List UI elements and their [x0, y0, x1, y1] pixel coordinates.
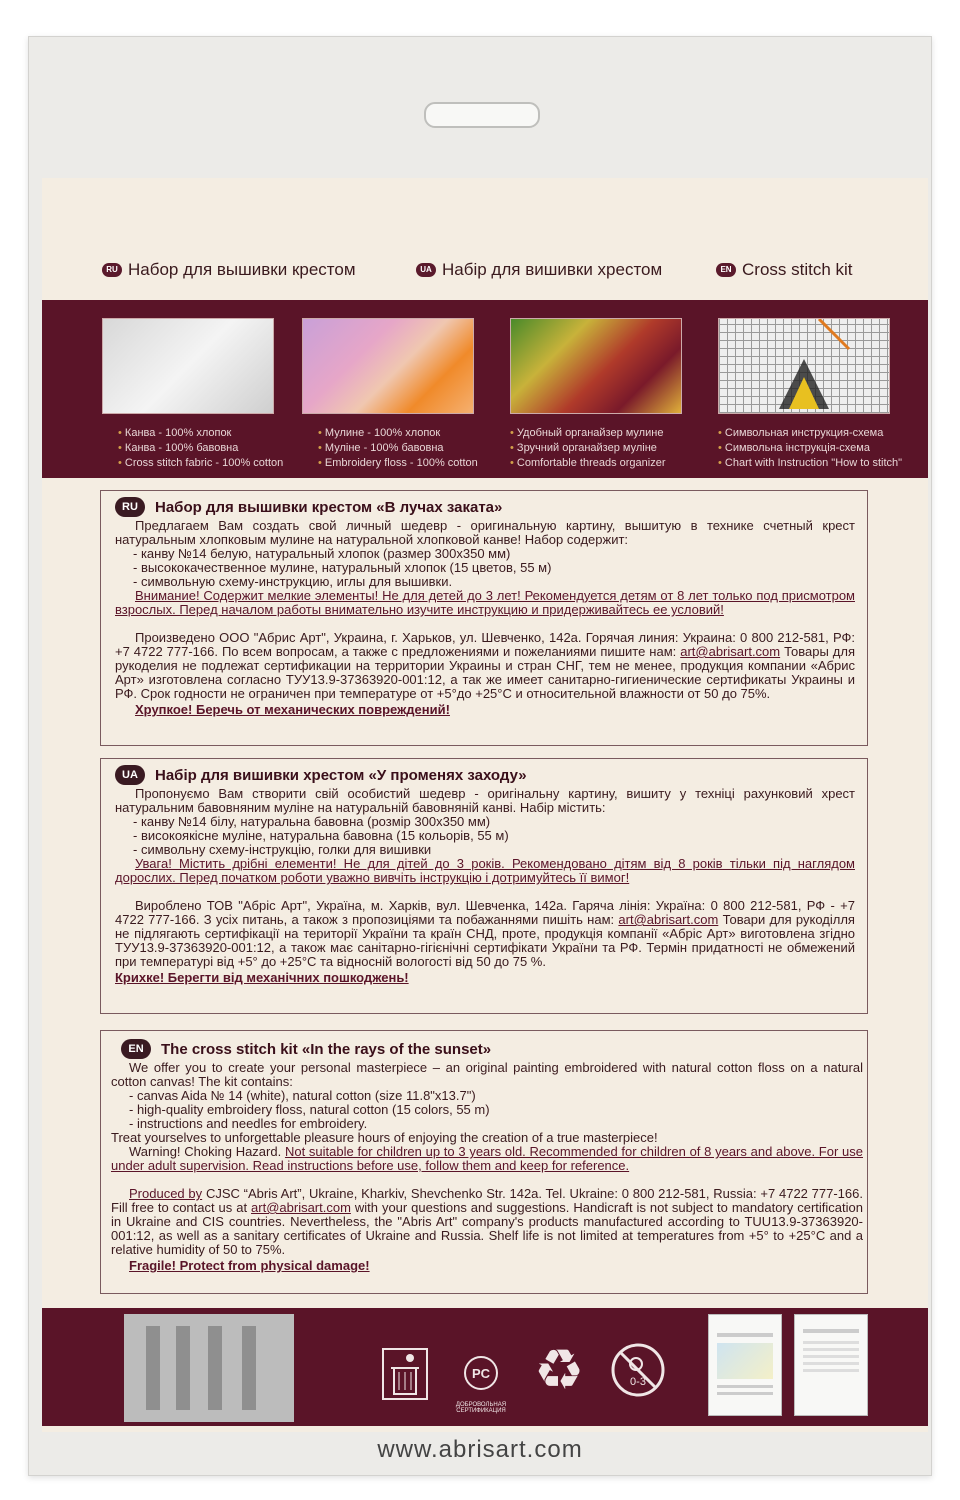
- section-en-producer: Produced by CJSC “Abris Art”, Ukraine, Kharkiv, Shevchenko Str. 142a. Tel. Ukraine: 0 800 212-581, Russia: +7 4722 777-166. Fill free to contact us at art@abrisart.com with your questions and suggestions. Handicraft is not subject to mandatory certification in Ukraine and CIS countries. Nevertheless, the "Abris Art" company's products manufactured according to TUU13.9-37363920-001:12, as well as a sanitary certificates of Ukraine and Russia. Shelf life is not limited at temperatures from +5° to +25°C and a relative humidity of 50 to 75%.: [111, 1186, 863, 1257]
- organizer-photo: [510, 318, 682, 414]
- ru-section-badge: RU: [115, 497, 145, 517]
- section-en-extra: Treat yourselves to unforgettable pleasure hours of enjoying the creation of a true masterpiece!: [111, 1130, 658, 1145]
- section-ru-producer: Произведено ООО "Абрис Арт", Украина, г. Харьков, ул. Шевченко, 142а. Горячая линия: Украина: 0 800 212-581, РФ: +7 4722 777-166. По всем вопросам, а также с предложениями и пожеланиями пишите нам: art@abrisart.com Товары для рукоделия не подлежат сертификации на территории Украины и стран СНГ, тем не менее, продукция компании «Абрис Арт» изготовлена согласно ТУУ13.9-37363920-001:12, а так же имеет санитарно-гигиенические сертификаты Украины и РФ. Срок годности не ограничен при температуре от +5°до +25°С и относительной влажности от 50 до 75%.: [115, 630, 855, 701]
- floss-photo: [302, 318, 474, 414]
- svg-text:PC: PC: [471, 1366, 491, 1381]
- section-en-fragile: Fragile! Protect from physical damage!: [129, 1258, 370, 1273]
- section-ru-warning: Внимание! Содержит мелкие элементы! Не для детей до 3 лет! Рекомендуется детям от 8 лет только под присмотром взрослых. Перед началом работы внимательно изучите инструкцию и придерживайтесь ее условий!: [115, 588, 855, 617]
- caption-canvas: • Канва - 100% хлопок • Канва - 100% бавовна • Cross stitch fabric - 100% cotton: [118, 426, 283, 471]
- header-en-title: Cross stitch kit: [742, 260, 853, 279]
- en-badge: EN: [716, 263, 736, 277]
- trash-bin-icon: [382, 1348, 428, 1400]
- caption-organizer: • Удобный органайзер мулине • Зручний органайзер муліне • Comfortable threads organizer: [510, 426, 666, 471]
- section-en: [100, 1030, 868, 1294]
- section-ru: [100, 490, 868, 746]
- section-ua-intro: Пропонуємо Вам створити свій особистий шедевр - оригінальну картину, вишиту у техніці рахунковий хрест натуральним бавовняним муліне на натуральній бавовняній канві. Набір містить:: [115, 786, 855, 815]
- section-ua-title-row: [115, 765, 855, 785]
- section-ua-item: - символьну схему-інструкцію, голки для вишивки: [133, 842, 432, 857]
- section-ua-producer: Вироблено ТОВ "Абріс Арт", Україна, м. Харків, вул. Шевченка, 142а. Гаряча лінія: Україна: 0 800 212-581, РФ - +7 4722 777-166. З усіх питань, а також з пропозиціями та побажаннями пишіть нам: art@abrisart.com Товари для рукоділля не підлягають сертифікації на території України та країн СНД, проте, продукція компанії «Абріс Арт» виготовлена згідно ТУУ13.9-37363920-001:12, а також має санітарно-гігієнічні сертифікати України та РФ. Термін придатності не обмежений при температурі від +5° до +25°С та відносній вологості від 50 до 75 %.: [115, 898, 855, 969]
- certificate-document: [708, 1314, 782, 1416]
- section-ua-fragile: Крихке! Берегти від механічних пошкоджень!: [115, 970, 409, 985]
- header-en: [716, 260, 853, 280]
- chart-photo: [718, 318, 890, 414]
- section-en-intro: We offer you to create your personal masterpiece – an original painting embroidered with natural cotton floss on a natural cotton canvas! The kit contains:: [111, 1060, 863, 1089]
- header-ru-title: Набор для вышивки крестом: [128, 260, 356, 279]
- section-ua-title: Набір для вишивки хрестом «У променях заходу»: [155, 766, 527, 784]
- age-warning-icon: [610, 1342, 666, 1398]
- section-ua-item: - високоякісне муліне, натуральна бавовна (15 кольорів, 55 м): [133, 828, 509, 843]
- recycle-icon: ♻: [534, 1338, 585, 1401]
- section-ru-title: Набор для вышивки крестом «В лучах заката»: [155, 498, 503, 516]
- en-section-badge: EN: [121, 1039, 151, 1059]
- ru-badge: RU: [102, 263, 122, 277]
- section-ru-fragile: Хрупкое! Беречь от механических повреждений!: [135, 702, 450, 717]
- certificate-document: [794, 1314, 868, 1416]
- header-ru: [102, 260, 356, 280]
- section-en-item: - canvas Aida № 14 (white), natural cotton (size 11.8"x13.7"): [129, 1088, 476, 1103]
- section-en-item: - instructions and needles for embroidery.: [129, 1116, 368, 1131]
- section-ua-item: - канву №14 білу, натуральна бавовна (розмір 300х350 мм): [133, 814, 491, 829]
- caption-chart: • Символьная инструкция-схема • Символьна інструкція-схема • Chart with Instruction "How to stitch": [718, 426, 902, 471]
- age-label: 0-3: [630, 1376, 646, 1388]
- section-ru-item: - символьную схему-инструкцию, иглы для вышивки.: [133, 574, 453, 589]
- section-ua-warning: Увага! Містить дрібні елементи! Не для дітей до 3 років. Рекомендовано дітям від 8 років тільки під наглядом дорослих. Перед початком роботи уважно вивчіть інструкцію і дотримуйтесь її вимог!: [115, 856, 855, 885]
- section-ua: [100, 758, 868, 1014]
- barcode-bar: [208, 1326, 222, 1410]
- header-ua-title: Набір для вишивки хрестом: [442, 260, 663, 279]
- section-ru-intro: Предлагаем Вам создать свой личный шедевр - оригинальную картину, вышитую в технике счетный крест натуральным хлопковым мулине на натуральной хлопковой канве! Набор содержит:: [115, 518, 855, 547]
- caption-floss: • Мулине - 100% хлопок • Муліне - 100% бавовна • Embroidery floss - 100% cotton: [318, 426, 478, 471]
- barcode-bar: [176, 1326, 190, 1410]
- ua-section-badge: UA: [115, 765, 145, 785]
- email-link[interactable]: art@abrisart.com: [618, 912, 719, 927]
- section-en-title: The cross stitch kit «In the rays of the sunset»: [161, 1040, 492, 1058]
- section-ru-item: - высококачественное мулине, натуральный хлопок (15 цветов, 55 м): [133, 560, 552, 575]
- canvas-photo: [102, 318, 274, 414]
- header-ua: [416, 260, 662, 280]
- website-url[interactable]: www.abrisart.com: [377, 1436, 583, 1463]
- email-link[interactable]: art@abrisart.com: [680, 644, 781, 659]
- section-en-title-row: [121, 1039, 863, 1059]
- voluntary-certification-icon: [450, 1342, 512, 1404]
- email-link[interactable]: art@abrisart.com: [251, 1200, 351, 1215]
- section-ru-title-row: [115, 497, 855, 517]
- certification-label: ДОБРОВОЛЬНАЯ СЕРТИФИКАЦИЯ: [455, 1402, 507, 1414]
- barcode-bar: [146, 1326, 160, 1410]
- section-ru-item: - канву №14 белую, натуральный хлопок (размер 300х350 мм): [133, 546, 511, 561]
- hang-hole: [424, 102, 540, 128]
- chart-pattern-icon: [719, 319, 889, 413]
- section-en-warning: Warning! Choking Hazard. Not suitable for children up to 3 years old. Recommended for children of 8 years and above. For use under adult supervision. Read instructions before use, follow them and keep for reference.: [111, 1144, 863, 1173]
- barcode-blurred: [124, 1314, 294, 1422]
- barcode-bar: [242, 1326, 256, 1410]
- section-en-item: - high-quality embroidery floss, natural cotton (15 colors, 55 m): [129, 1102, 490, 1117]
- ua-badge: UA: [416, 263, 436, 277]
